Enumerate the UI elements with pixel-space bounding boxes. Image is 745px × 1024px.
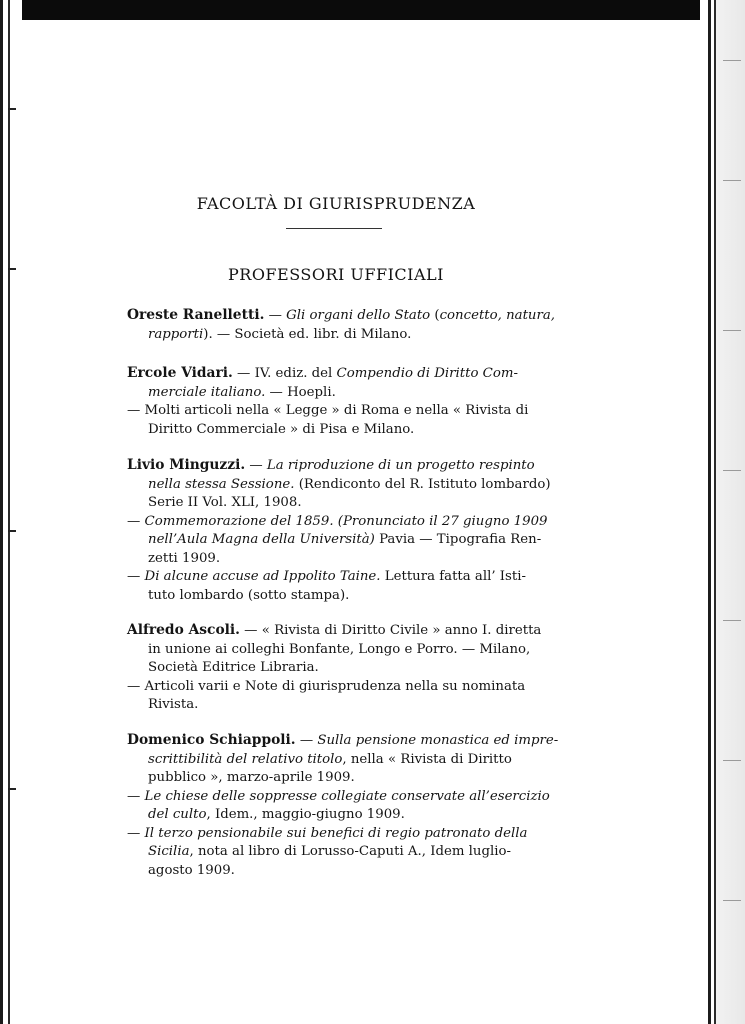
work-title: Di alcune accuse ad Ippolito Taine. — [144, 569, 381, 584]
work-title: Gli organi dello Stato — [286, 308, 431, 323]
professor-name: Livio Minguzzi. — [127, 457, 246, 473]
work-title: Commemorazione del 1859. (Pronunciato il 27 giugno 1909 — [144, 513, 548, 529]
entry-text: — — [264, 308, 287, 323]
entry-text: , nota al libro di Lorusso-Caputi A., Idem luglio- — [189, 844, 512, 859]
work-title: Le chiese delle soppresse collegiate conservate all’esercizio — [144, 788, 550, 804]
entry-text: tuto lombardo (sotto stampa). — [148, 587, 350, 603]
section-title: PROFESSORI UFFICIALI — [228, 265, 444, 284]
entry-text: — « Rivista di Diritto Civile » anno I. diretta — [239, 623, 542, 638]
entry-dash: — — [127, 513, 145, 529]
entry-text: (Rendiconto del R. Istituto lombardo) — [294, 476, 551, 492]
entry-text: ( — [430, 308, 440, 323]
entry-text: pubblico », marzo-aprile 1909. — [148, 770, 355, 785]
professor-name: Alfredo Ascoli. — [127, 622, 240, 638]
entry-text: Pavia — Tipografia Ren- — [374, 532, 542, 547]
entry-dash: — — [127, 569, 145, 584]
entry-text: Diritto Commerciale » di Pisa e Milano. — [148, 421, 415, 437]
work-title: scrittibilità del relativo titolo — [148, 751, 343, 767]
entry-text: — Molti articoli nella « Legge » di Roma e nella « Rivista di — [127, 403, 529, 418]
work-title: del culto — [148, 807, 207, 822]
entry-text: , Idem., maggio-giugno 1909. — [206, 807, 405, 822]
work-title: merciale italiano. — [148, 384, 266, 400]
entry-text: — Articoli varii e Note di giurisprudenza nella su nominata — [127, 678, 526, 694]
professor-name: Ercole Vidari. — [127, 365, 233, 381]
work-title: nell’Aula Magna della Università) — [148, 532, 375, 547]
faculty-title: FACOLTÀ DI GIURISPRUDENZA — [196, 194, 476, 213]
work-title: rapporti — [148, 326, 204, 342]
entry-text: Rivista. — [148, 697, 199, 712]
professor-name: Domenico Schiappoli. — [127, 732, 296, 748]
entry-text: ). — Società ed. libr. di Milano. — [203, 326, 412, 342]
work-title: nella stessa Sessione. — [148, 476, 295, 492]
entry-text: — — [295, 733, 318, 748]
professor-entry-ascoli — [127, 621, 542, 715]
title-divider — [286, 228, 382, 229]
entry-text: — IV. ediz. del — [232, 366, 337, 381]
entry-text: in unione ai colleghi Bonfante, Longo e Porro. — Milano, — [148, 641, 531, 657]
work-title: Il terzo pensionabile sui benefici di regio patronato della — [144, 825, 528, 841]
professor-entry-ranelletti — [127, 306, 555, 344]
professor-entry-minguzzi — [127, 456, 551, 605]
entry-text: — Hoepli. — [265, 384, 336, 400]
professor-entry-vidari — [127, 364, 542, 439]
work-title: La riproduzione di un progetto respinto — [266, 458, 535, 473]
entry-text: agosto 1909. — [148, 862, 235, 878]
work-title: Sulla pensione monastica ed impre- — [317, 733, 559, 748]
professor-entry-schiappoli — [127, 731, 559, 880]
professor-name: Oreste Ranelletti. — [127, 307, 265, 323]
entry-text: — — [245, 458, 267, 473]
entry-text: , nella « Rivista di Diritto — [342, 751, 512, 767]
entry-dash: — — [127, 788, 145, 804]
entry-text: zetti 1909. — [148, 550, 221, 566]
entry-text: Serie II Vol. XLI, 1908. — [148, 495, 302, 510]
entry-dash: — — [127, 825, 145, 841]
work-title: Sicilia — [148, 844, 190, 859]
work-title: concetto, natura, — [439, 308, 555, 323]
work-title: Compendio di Diritto Com- — [336, 366, 518, 381]
entry-text: Lettura fatta all’ Isti- — [380, 569, 526, 584]
entry-text: Società Editrice Libraria. — [148, 660, 319, 675]
